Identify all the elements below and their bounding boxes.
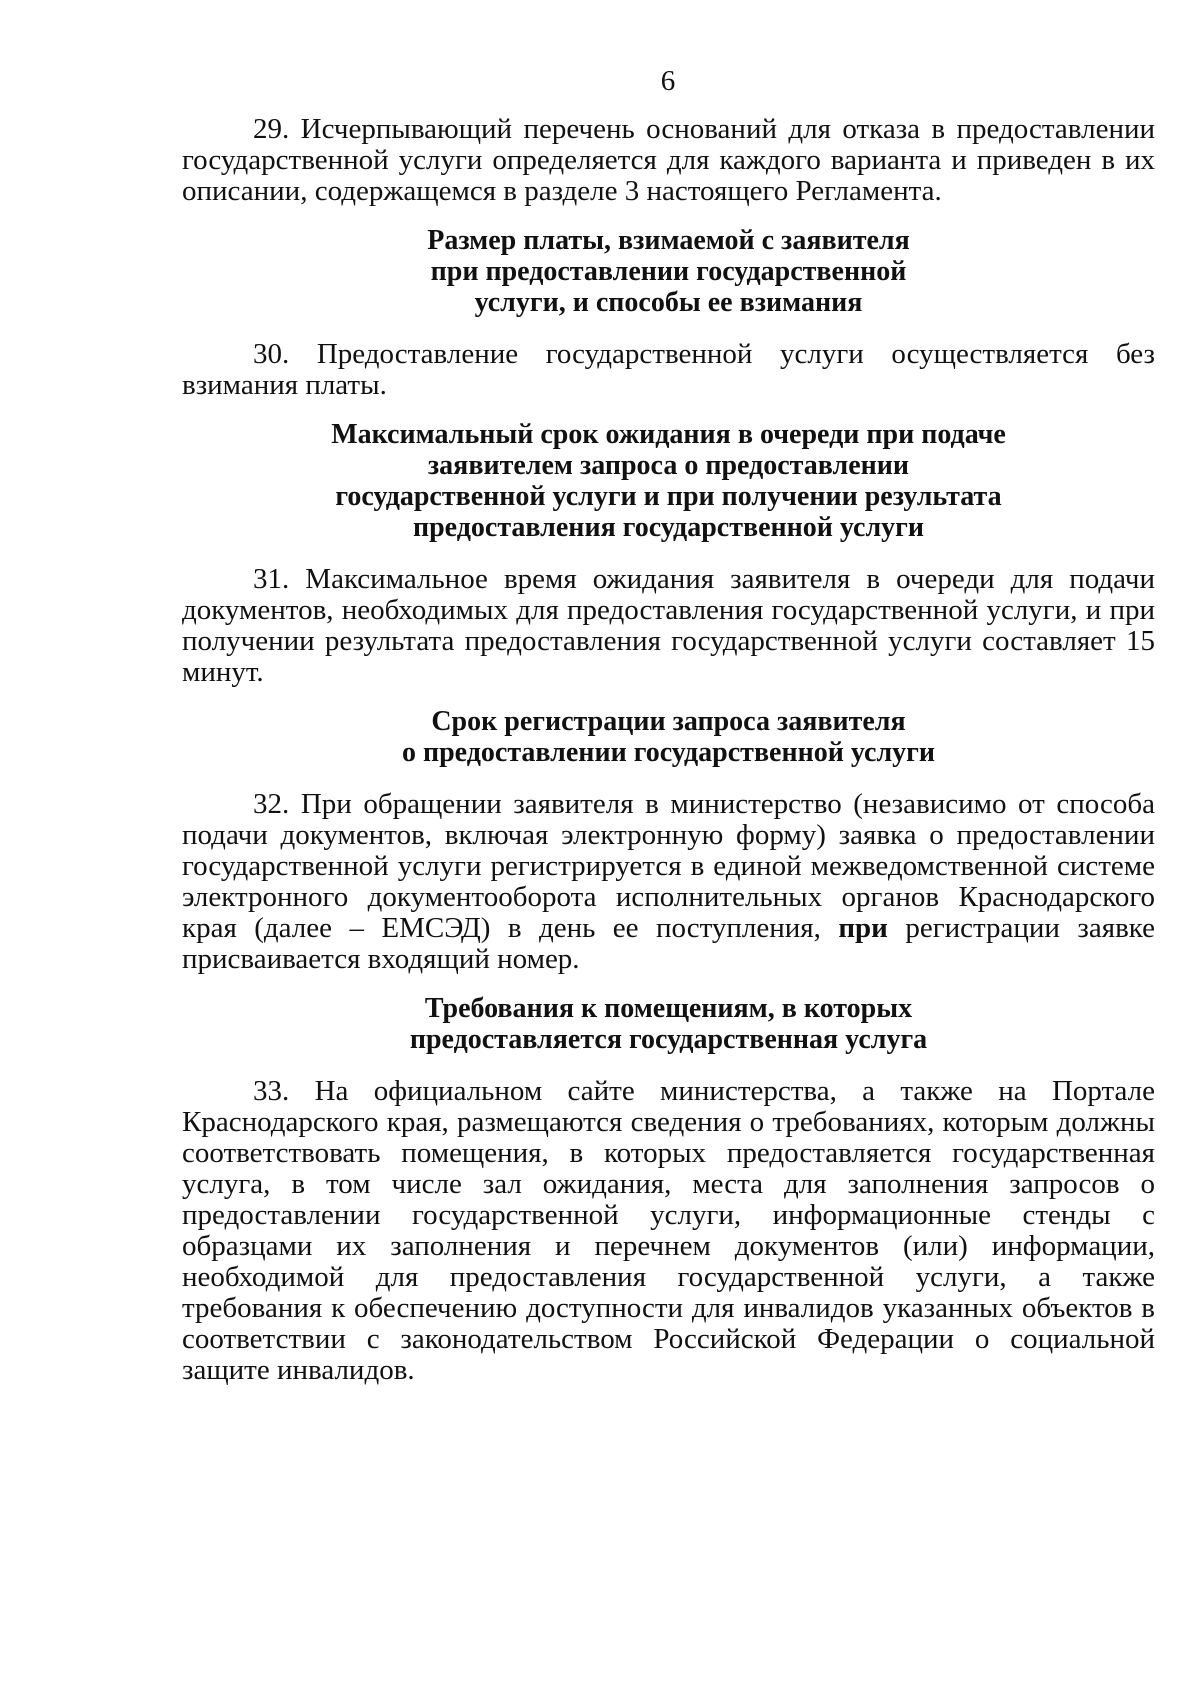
document-body [182,114,1155,1386]
heading-line: услуги, и способы ее взимания [474,287,863,318]
heading-line: предоставляется государственная услуга [409,1024,928,1055]
heading-line: предоставления государственной услуги [412,512,925,543]
heading-queue-time [182,419,1155,543]
heading-line: государственной услуги и при получении результата [335,481,1002,512]
heading-line: Срок регистрации запроса заявителя [431,706,906,737]
paragraph-29: 29. Исчерпывающий перечень оснований для отказа в предоставлении государственной услуги определяется для каждого варианта и приведен в их описании, содержащемся в разделе 3 настоящего Регламента. [182,113,1155,207]
heading-line: о предоставлении государственной услуги [401,737,936,768]
paragraph-32 [182,789,1155,975]
heading-line: Максимальный срок ожидания в очереди при подаче [331,419,1006,450]
paragraph-31: 31. Максимальное время ожидания заявителя в очереди для подачи документов, необходимых для предоставления государственной услуги, и при получении результата предоставления государственной услуги составляет 15 минут. [182,563,1155,688]
heading-line: Требования к помещениям, в которых [424,993,913,1024]
paragraph-32-text: 32. При обращении заявителя в министерство (независимо от способа подачи документов, включая электронную форму) заявка о предоставлении государственной услуги регистрируется в единой межведомственной системе электронного документооборота исполнительных органов Краснодарского края (далее – ЕМСЭД) в день ее поступления, [182,788,1155,944]
paragraph-30: 30. Предоставление государственной услуги осуществляется без взимания платы. [182,338,1155,401]
heading-line: при предоставлении государственной [430,256,907,287]
paragraph-32-bold-word: при [820,912,888,944]
heading-premises [182,993,1155,1055]
heading-line: заявителем запроса о предоставлении [427,450,910,481]
heading-line: Размер платы, взимаемой с заявителя [427,225,910,256]
heading-fee [182,225,1155,318]
heading-registration [182,706,1155,768]
paragraph-33: 33. На официальном сайте министерства, а также на Портале Краснодарского края, размещаются сведения о требованиях, которым должны соответствовать помещения, в которых предоставляется государственная услуга, в том числе зал ожидания, места для заполнения запросов о предоставлении государственной услуги, информационные стенды с образцами их заполнения и перечнем документов (или) информации, необходимой для предоставления государственной услуги, а также требования к обеспечению доступности для инвалидов указанных объектов в соответствии с законодательством Российской Федерации о социальной защите инвалидов. [182,1075,1155,1386]
page-number: 6 [660,65,676,97]
paragraph-32-text-end: регистрации заявке присваивается входящий номер. [182,912,1155,975]
